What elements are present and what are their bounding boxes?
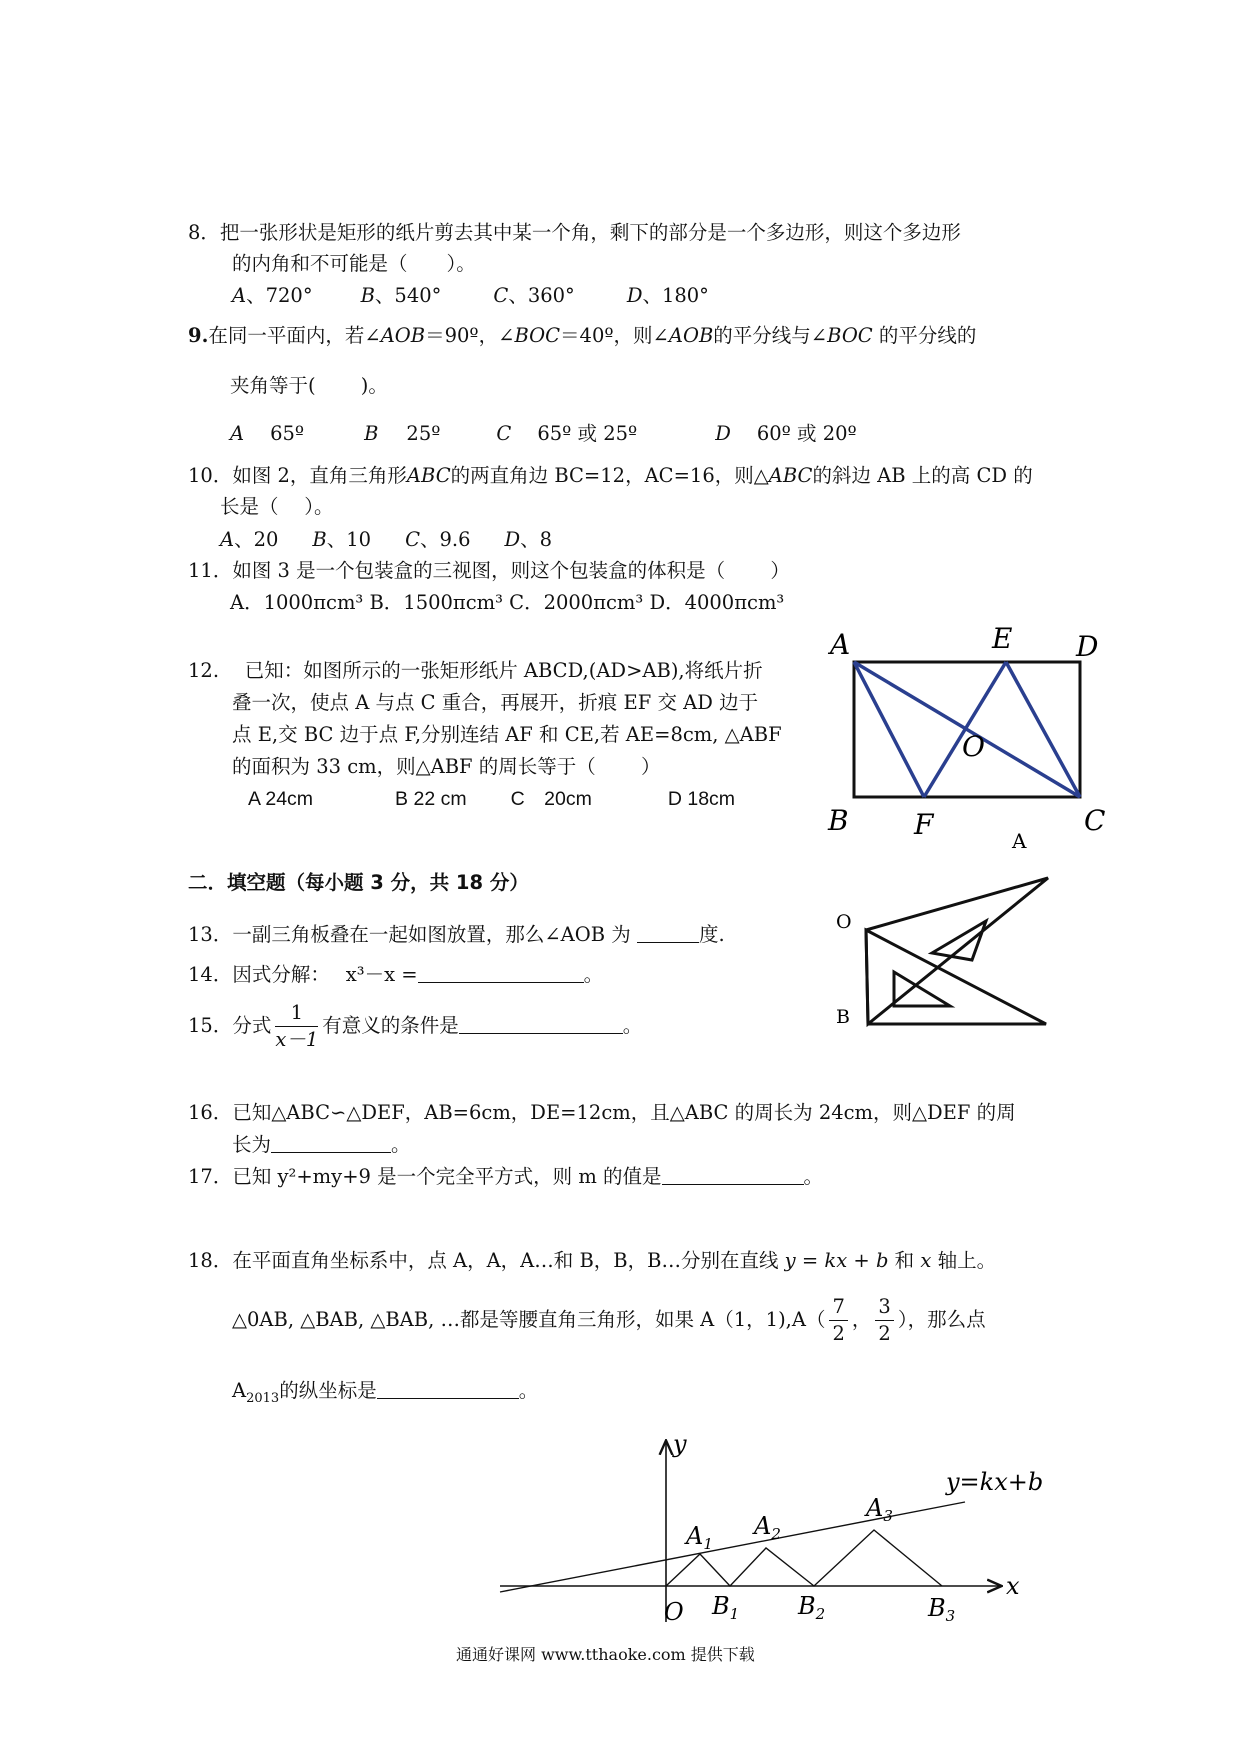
- q9-opt-a: 65º: [270, 422, 305, 445]
- q9-opt-c: 65º 或 25º: [537, 422, 638, 445]
- q8-opt-d-letter: D: [626, 284, 643, 307]
- q10-line2: 长是（ ）。: [220, 495, 334, 518]
- q18-fraction-2-num: 3: [875, 1294, 893, 1321]
- q10-line1: [188, 463, 1033, 489]
- q8-options: [232, 283, 709, 309]
- q10-text-3: 的斜边 AB 上的高 CD 的: [812, 464, 1033, 487]
- label-b2: $B_2$: [798, 1592, 826, 1623]
- q10-opt-a: 、20: [234, 528, 279, 551]
- q10-opt-c-letter: C: [405, 528, 421, 551]
- q18-text-3: 轴上。: [937, 1249, 997, 1272]
- q9-text-5: 的平分线的: [872, 324, 977, 347]
- q10-opt-c: 、9.6: [420, 528, 471, 551]
- q18-line2: [232, 1294, 986, 1347]
- set-square-inner-2: [894, 972, 950, 1006]
- q10-options: [220, 527, 552, 553]
- q8-opt-c-letter: C: [493, 284, 509, 307]
- label-a3: $A_3$: [866, 1494, 893, 1525]
- q18-answer-blank[interactable]: [377, 1378, 519, 1399]
- label-a1: $A_1$: [686, 1522, 713, 1553]
- q10-opt-d: 、8: [520, 528, 553, 551]
- label-f: F: [914, 808, 934, 841]
- q8-opt-b: 、540°: [374, 284, 442, 307]
- q9-opt-b: 25º: [406, 422, 441, 445]
- figure-caption: A: [1012, 829, 1027, 853]
- label-b1: $B_1$: [712, 1592, 740, 1623]
- q10-var-2: ABC: [768, 464, 813, 487]
- section-2-title: 二．填空题（每小题 3 分，共 18 分）: [188, 871, 529, 894]
- label-a2: $A_2$: [754, 1512, 781, 1543]
- q12-opt-d: D 18cm: [667, 788, 736, 810]
- label-b: B: [828, 804, 849, 837]
- q15-fraction: [275, 1000, 318, 1053]
- q8-line2: 的内角和不可能是（ ）。: [232, 252, 476, 275]
- q9-var-3: AOB: [668, 324, 714, 347]
- q8-line1: 8．把一张形状是矩形的纸片剪去其中某一个角，剩下的部分是一个多边形，则这个多边形: [188, 221, 961, 244]
- label-b3: $B_3$: [928, 1594, 956, 1625]
- label-a: A: [830, 628, 851, 661]
- q9-opt-b-letter: B: [364, 422, 379, 445]
- q9-opt-a-letter: A: [230, 422, 245, 445]
- footer: 通通好课网 www.tthaoke.com 提供下载: [456, 1645, 755, 1664]
- q8-opt-d: 、180°: [642, 284, 709, 307]
- coordinate-graph: [490, 1430, 1050, 1630]
- q18-comma: ，: [851, 1308, 872, 1331]
- q14-text: 14．因式分解： x³－x =: [188, 963, 418, 986]
- label-o: O: [836, 911, 852, 933]
- q17-line: [188, 1164, 823, 1190]
- q10-opt-b: 、10: [326, 528, 372, 551]
- q14-line: [188, 962, 603, 988]
- q10-opt-a-letter: A: [220, 528, 235, 551]
- q18-fraction-1: [829, 1294, 847, 1347]
- q9-var-2: BOC: [514, 324, 561, 347]
- q8-opt-c: 、360°: [508, 284, 575, 307]
- q18-text-5: ），那么点: [897, 1308, 986, 1331]
- q18-a-subscript: 2013: [246, 1390, 280, 1406]
- q15-text: 15．分式: [188, 1014, 272, 1037]
- q18-line3: [232, 1378, 538, 1412]
- q16-text: 长为: [232, 1133, 272, 1156]
- q12-line4: 的面积为 33 cm，则△ABF 的周长等于（ ）: [232, 755, 661, 778]
- q10-var-1: ABC: [406, 464, 451, 487]
- q16-answer-blank[interactable]: [271, 1132, 391, 1153]
- label-e: E: [992, 622, 1013, 655]
- q10-opt-b-letter: B: [312, 528, 327, 551]
- q12-line3: 点 E,交 BC 边于点 F,分别连结 AF 和 CE,若 AE=8cm, △ABF: [232, 723, 782, 746]
- q9-text-3: ＝40º，则∠: [560, 324, 669, 347]
- q18-equation: y = kx + b: [784, 1249, 889, 1272]
- set-squares-figure: [836, 876, 1056, 1036]
- q8-opt-a-letter: A: [232, 284, 247, 307]
- q12-opt-c: C 20cm: [510, 788, 592, 810]
- q18-text-2: 和: [894, 1249, 915, 1272]
- label-y: y: [673, 1430, 687, 1458]
- label-c: C: [1084, 804, 1106, 837]
- q9-opt-d: 60º 或 20º: [756, 422, 857, 445]
- line-label: y=kx+b: [946, 1468, 1044, 1496]
- label-x: x: [1006, 1572, 1020, 1600]
- q9-opt-c-letter: C: [496, 422, 512, 445]
- q18-line1: [188, 1248, 996, 1274]
- label-o: O: [962, 730, 985, 763]
- q18-suffix: 。: [518, 1379, 539, 1402]
- q10-text-1: 10．如图 2，直角三角形: [188, 464, 407, 487]
- label-b: B: [836, 1006, 850, 1028]
- q18-fraction-1-den: 2: [832, 1322, 845, 1345]
- q18-x: x: [920, 1249, 932, 1272]
- q12-options: [248, 786, 735, 812]
- q13-suffix: 度.: [698, 923, 725, 946]
- label-d: D: [1076, 630, 1099, 663]
- q9-line2: 夹角等于( )。: [230, 374, 388, 397]
- q18-text-6: 的纵坐标是: [279, 1379, 377, 1402]
- q9-opt-d-letter: D: [715, 422, 731, 445]
- q16-line2: [232, 1132, 411, 1158]
- q15-line: [188, 1000, 642, 1053]
- q17-answer-blank[interactable]: [662, 1164, 804, 1185]
- q15-fraction-num: 1: [275, 1000, 318, 1027]
- q12-line2: 叠一次，使点 A 与点 C 重合，再展开，折痕 EF 交 AD 边于: [232, 691, 759, 714]
- q18-fraction-2-den: 2: [878, 1322, 891, 1345]
- q10-opt-d-letter: D: [504, 528, 521, 551]
- q11-options: A．1000πcm³ B．1500πcm³ C．2000πcm³ D．4000πcm³: [230, 591, 785, 614]
- q17-suffix: 。: [803, 1165, 824, 1188]
- q15-suffix: 。: [622, 1014, 643, 1037]
- q8-opt-a: 、720°: [246, 284, 313, 307]
- q10-text-2: 的两直角边 BC=12，AC=16，则△: [450, 464, 769, 487]
- q12-opt-b: B 22 cm: [395, 788, 467, 810]
- q9-var-1: AOB: [380, 324, 426, 347]
- q16-line1: 16．已知△ABC∽△DEF，AB=6cm，DE=12cm，且△ABC 的周长为 24cm，则△DEF 的周: [188, 1101, 1016, 1124]
- q9-number: 9.: [188, 324, 209, 347]
- q16-suffix: 。: [391, 1133, 411, 1156]
- q18-text-4: △0AB, △BAB, △BAB, …都是等腰直角三角形，如果 A（1，1),A（: [232, 1308, 826, 1331]
- q8-opt-b-letter: B: [360, 284, 375, 307]
- q18-a-label: A: [232, 1379, 247, 1402]
- rectangle-figure: [820, 620, 1120, 853]
- q15-answer-blank[interactable]: [459, 1013, 623, 1034]
- q9-text-4: 的平分线与∠: [713, 324, 828, 347]
- q13-line: [188, 922, 725, 948]
- q11-line1: 11．如图 3 是一个包装盒的三视图，则这个包装盒的体积是（ ）: [188, 559, 790, 582]
- set-square-inner-1: [932, 921, 986, 960]
- q9-text-1: 在同一平面内，若∠: [208, 324, 381, 347]
- q13-text: 13．一副三角板叠在一起如图放置，那么∠AOB 为: [188, 923, 631, 946]
- q18-text-1: 18．在平面直角坐标系中，点 A，A，A…和 B，B，B…分别在直线: [188, 1249, 779, 1272]
- q17-text: 17．已知 y²+my+9 是一个完全平方式，则 m 的值是: [188, 1165, 662, 1188]
- q18-fraction-2: [875, 1294, 893, 1347]
- q18-fraction-1-num: 7: [829, 1294, 847, 1321]
- q15-mid: 有意义的条件是: [322, 1014, 459, 1037]
- q9-text-2: ＝90º，∠: [425, 324, 515, 347]
- q14-answer-blank[interactable]: [418, 962, 584, 983]
- q13-answer-blank[interactable]: [637, 922, 699, 943]
- q9-var-4: BOC: [827, 324, 873, 347]
- q12-line1: 12. 已知：如图所示的一张矩形纸片 ABCD,(AD>AB),将纸片折: [188, 659, 763, 682]
- q9-line1: [188, 323, 976, 349]
- q9-options: [230, 421, 857, 447]
- q15-fraction-den: x－1: [275, 1028, 319, 1051]
- q12-opt-a: A 24cm: [248, 788, 314, 810]
- q14-suffix: 。: [583, 963, 604, 986]
- label-o: O: [664, 1598, 684, 1626]
